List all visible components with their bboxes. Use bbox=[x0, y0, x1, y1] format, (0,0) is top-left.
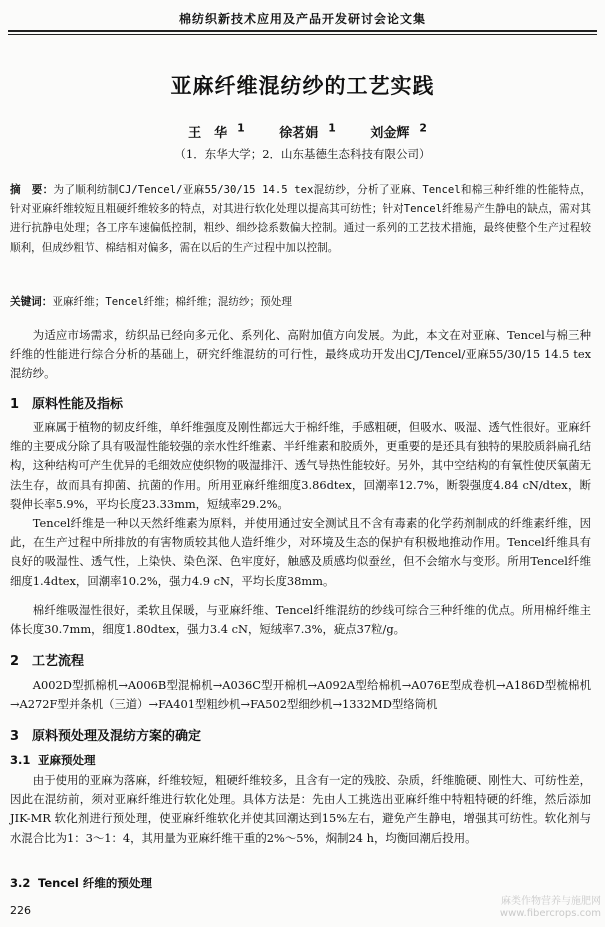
header-rule-thin bbox=[8, 34, 597, 35]
watermark-url: www.fibercrops.com bbox=[499, 908, 601, 919]
section-title: 原料预处理及混纺方案的确定 bbox=[32, 729, 202, 744]
subsection-number: 3.1 bbox=[10, 753, 31, 767]
section-2-paragraph-1: A002D型抓棉机→A006B型混棉机→A036C型开棉机→A092A型给棉机→A076E型成卷机→A186D型梳棉机→A272F型并条机（三道）→FA401型粗纱机→FA502型细纱机→1332MD型络筒机 bbox=[10, 678, 591, 712]
author bbox=[178, 122, 245, 142]
author-affil-mark: 1 bbox=[328, 122, 336, 135]
section-1-paragraph-2: Tencel纤维是一种以天然纤维素为原料，并使用通过安全测试且不含有毒素的化学药剂制成的纤维素纤维，因此，在生产过程中所排放的有害物质较其他人造纤维少，对环境及生态的保护有积极地推动作用。Tencel纤维具有良好的吸湿性、透气性，上染快、染色深、色牢度好，触感及质感均似蚕丝，但不会缩水与变形。所用Tencel纤维细度1.4dtex，回潮率10.2%，强力4.9 cN，平均长度38mm。 bbox=[10, 516, 591, 588]
section-1-paragraph-3: 棉纤维吸湿性很好，柔软且保暖，与亚麻纤维、Tencel纤维混纺的纱线可综合三种纤维的优点。所用棉纤维主体长度30.7mm，细度1.80dtex，强力3.4 cN，短绒率7.3%，疵点37粒/g。 bbox=[10, 603, 591, 637]
affiliation: （1．东华大学；2．山东基德生态科技有限公司） bbox=[174, 147, 431, 161]
paper-title: 亚麻纤维混纺纱的工艺实践 bbox=[170, 74, 435, 98]
subsection-number: 3.2 bbox=[10, 876, 31, 890]
section-title: 原料性能及指标 bbox=[32, 397, 124, 412]
keywords-label: 关键词： bbox=[10, 296, 53, 308]
page-number: 226 bbox=[10, 904, 31, 917]
author-affil-mark: 2 bbox=[419, 122, 427, 135]
subsection-3-2-heading bbox=[10, 875, 152, 891]
author bbox=[269, 122, 336, 142]
subsection-3-1-heading bbox=[10, 752, 96, 768]
subsection-3-1-paragraph: 由于使用的亚麻为落麻，纤维较短，粗硬纤维较多，且含有一定的残胶、杂质，纤维脆硬、刚性大、可纺性差，因此在混纺前，须对亚麻纤维进行软化处理。具体方法是：先由人工挑选出亚麻纤维中特粗特硬的纤维，然后添加JIK-MR 软化剂进行预处理，使亚麻纤维软化并使其回潮达到15%左右，避免产生静电，增强其可纺性。软化剂与水混合比为1：3～1：4，其用量为亚麻纤维干重的2%～5%，焖制24 h，均衡回潮后投用。 bbox=[10, 773, 591, 845]
running-head: 棉纺织新技术应用及产品开发研讨会论文集 bbox=[178, 12, 426, 26]
header-rule-thick bbox=[8, 30, 597, 32]
watermark bbox=[500, 896, 601, 920]
author-affil-mark: 1 bbox=[237, 122, 245, 135]
section-1-paragraph-1: 亚麻属于植物的韧皮纤维，单纤维强度及刚性都远大于棉纤维，手感粗硬，但吸水、吸湿、透气性很好。亚麻纤维的主要成分除了具有吸湿性能较强的亲水性纤维素、半纤维素和胶质外，更重要的是还具有独特的果胶质斜扁孔结构，这种结构可产生优异的毛细效应使织物的吸湿排汗、透气导热性能较好。另外，其中空结构的有氧性使厌氧菌无法生存，故而具有抑菌、抗菌的作用。所用亚麻纤维细度3.86dtex，回潮率12.7%，断裂强度4.84 cN/dtex，断裂伸长率5.9%，平均长度23.33mm，短绒率29.2%。 bbox=[10, 420, 591, 511]
author bbox=[360, 122, 427, 142]
intro-paragraph: 为适应市场需求，纺织品已经向多元化、系列化、高附加值方向发展。为此，本文在对亚麻、Tencel与棉三种纤维的性能进行综合分析的基础上，研究纤维混纺的可行性，最终成功开发出CJ/Tencel/亚麻55/30/15 14.5 tex混纺纱。 bbox=[10, 328, 591, 381]
abstract bbox=[10, 181, 591, 258]
section-number: 1 bbox=[10, 397, 20, 412]
section-3-heading bbox=[10, 725, 201, 744]
author-name: 刘金辉 bbox=[370, 126, 410, 142]
section-title: 工艺流程 bbox=[32, 654, 85, 669]
abstract-text: 为了顺利纺制CJ/Tencel/亚麻55/30/15 14.5 tex混纺纱，分析了亚麻、Tencel和棉三种纤维的性能特点，针对亚麻纤维较短且粗硬纤维较多的特点，对其进行软化处理以提高其可纺性；针对Tencel纤维易产生静电的缺点，需对其进行抗静电处理；各工序车速偏低控制，粗纱、细纱捻系数偏大控制。通过一系列的工艺技术措施，最终使整个生产过程较顺利，但成纱粗节、棉结相对偏多，需在以后的生产过程中加以控制。 bbox=[10, 184, 591, 254]
keywords bbox=[10, 294, 591, 310]
section-number: 2 bbox=[10, 654, 20, 669]
subsection-title: 亚麻预处理 bbox=[38, 753, 96, 767]
watermark-line: 麻类作物营养与施肥网 bbox=[501, 896, 601, 907]
subsection-title: Tencel 纤维的预处理 bbox=[38, 876, 152, 890]
section-number: 3 bbox=[10, 729, 20, 744]
section-1-heading bbox=[10, 393, 123, 412]
abstract-label: 摘 要： bbox=[10, 184, 54, 196]
section-2-heading bbox=[10, 650, 84, 669]
author-list bbox=[0, 122, 605, 141]
author-name: 王 华 bbox=[188, 126, 228, 142]
keywords-text: 亚麻纤维；Tencel纤维；棉纤维；混纺纱；预处理 bbox=[52, 296, 292, 308]
author-name: 徐茗娟 bbox=[279, 126, 319, 142]
